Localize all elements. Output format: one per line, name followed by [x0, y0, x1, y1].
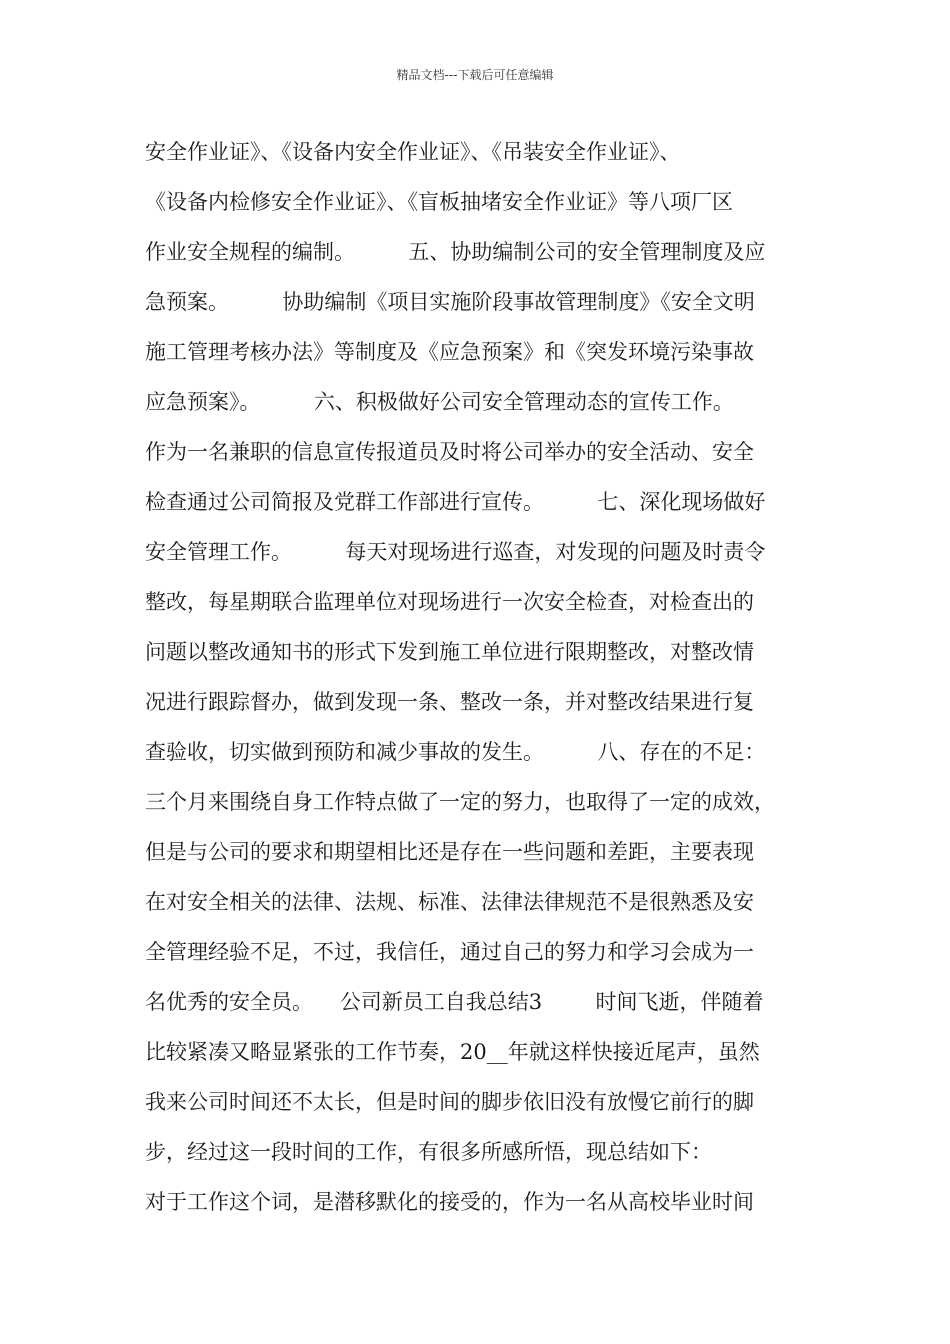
text-line: 比较紧凑又略显紧张的工作节奏，20__年就这样快接近尾声，虽然	[145, 1040, 760, 1064]
text-line: 检查通过公司简报及党群工作部进行宣传。 七、深化现场做好	[145, 490, 766, 514]
text-line: 应急预案》。 六、积极做好公司安全管理动态的宣传工作。	[145, 390, 734, 414]
text-line: 在对安全相关的法律、法规、标准、法律法律规范不是很熟悉及安	[145, 890, 754, 914]
text-line: 全管理经验不足，不过，我信任，通过自己的努力和学习会成为一	[145, 940, 754, 964]
text-line: 查验收，切实做到预防和减少事故的发生。 八、存在的不足：	[145, 740, 766, 764]
text-line: 整改，每星期联合监理单位对现场进行一次安全检查，对检查出的	[145, 590, 754, 614]
text-line: 作业安全规程的编制。 五、协助编制公司的安全管理制度及应	[145, 240, 766, 264]
text-line: 安全管理工作。 每天对现场进行巡查，对发现的问题及时责令	[145, 540, 766, 564]
text-line: 问题以整改通知书的形式下发到施工单位进行限期整改，对整改情	[145, 640, 754, 664]
text-line: 《设备内检修安全作业证》、《盲板抽堵安全作业证》等八项厂区	[145, 190, 733, 214]
text-line: 但是与公司的要求和期望相比还是存在一些问题和差距，主要表现	[145, 840, 754, 864]
text-line: 施工管理考核办法》等制度及《应急预案》和《突发环境污染事故	[145, 340, 754, 364]
text-line: 作为一名兼职的信息宣传报道员及时将公司举办的安全活动、安全	[145, 440, 754, 464]
text-line: 步，经过这一段时间的工作，有很多所感所悟，现总结如下：	[145, 1140, 712, 1164]
text-line: 况进行跟踪督办，做到发现一条、整改一条，并对整改结果进行复	[145, 690, 754, 714]
document-body	[145, 127, 825, 1227]
text-line: 安全作业证》、《设备内安全作业证》、《吊装安全作业证》、	[145, 140, 681, 164]
page-header: 精品文档---下载后可任意编辑	[396, 68, 554, 82]
text-line: 我来公司时间还不太长，但是时间的脚步依旧没有放慢它前行的脚	[145, 1090, 754, 1114]
text-line: 急预案。 协助编制《项目实施阶段事故管理制度》《安全文明	[145, 290, 755, 314]
text-line: 三个月来围绕自身工作特点做了一定的努力，也取得了一定的成效，	[145, 790, 775, 814]
text-line: 对于工作这个词，是潜移默化的接受的，作为一名从高校毕业时间	[145, 1190, 754, 1214]
text-line: 名优秀的安全员。 公司新员工自我总结3 时间飞逝，伴随着	[145, 990, 764, 1014]
